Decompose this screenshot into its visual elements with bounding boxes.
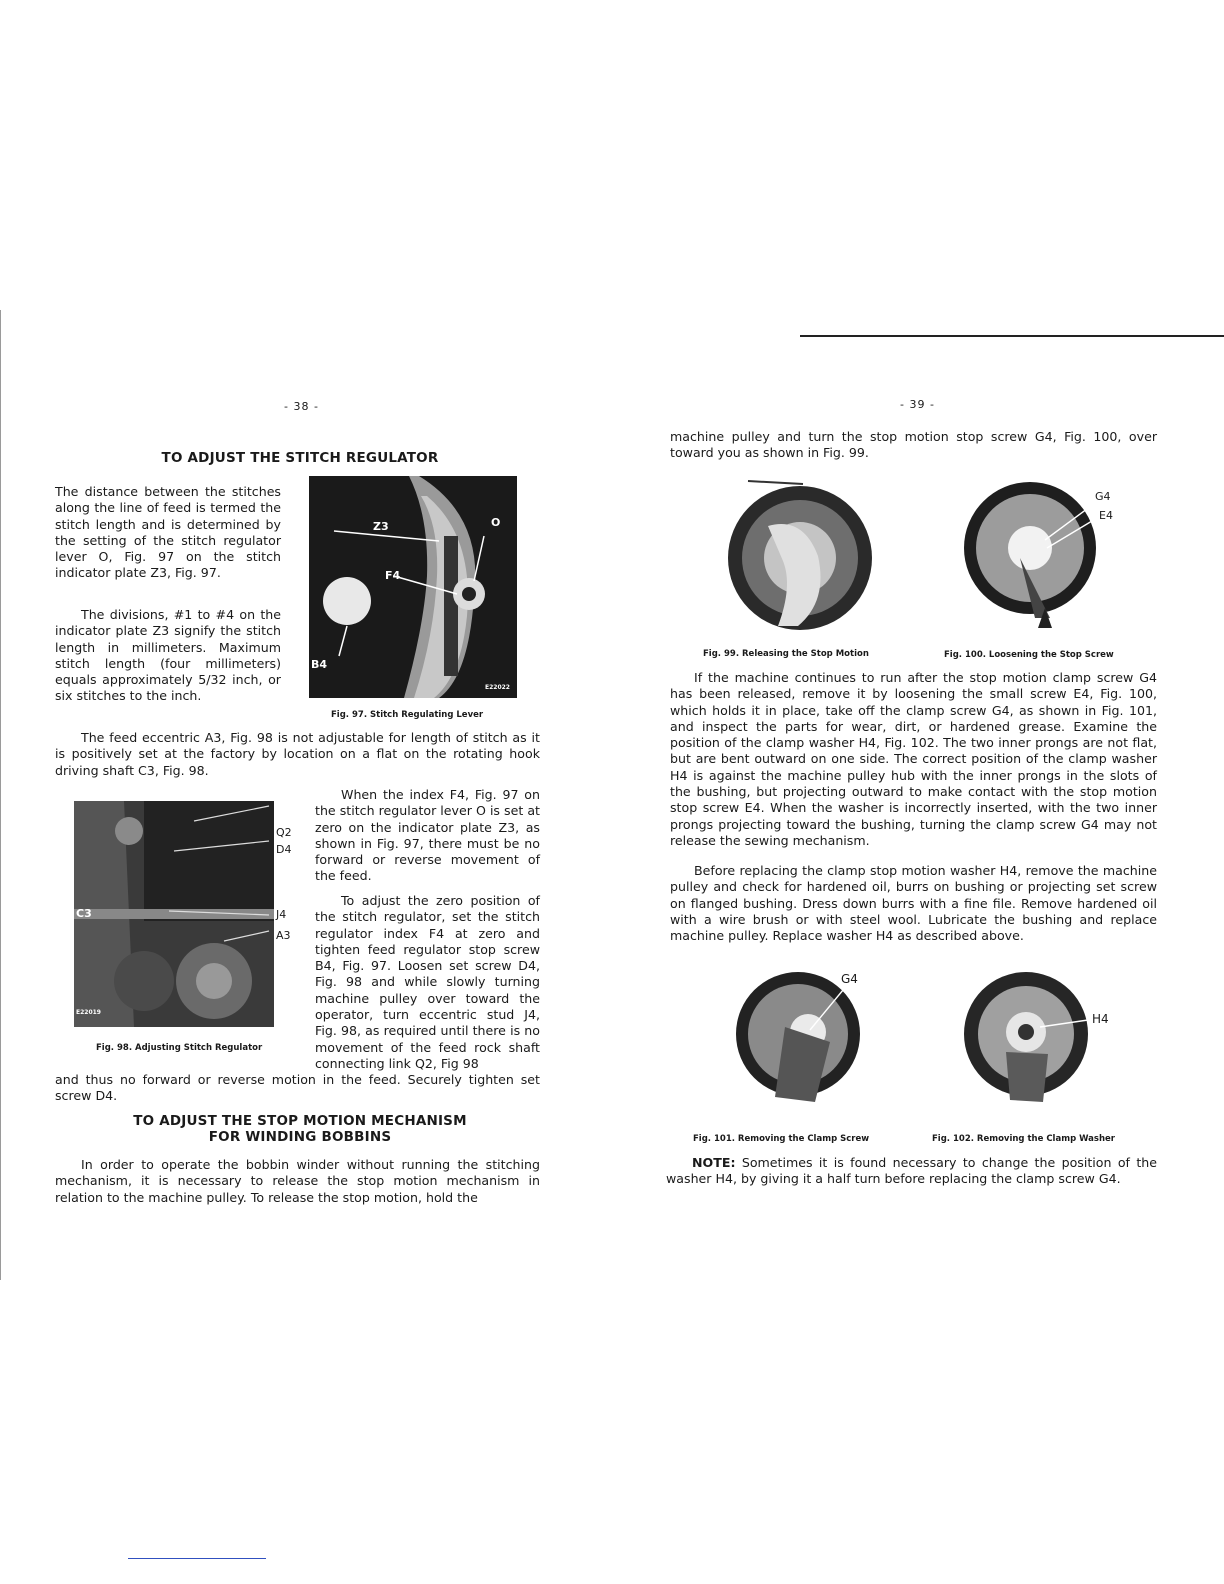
left-para-stitch-length: The distance between the stitches along the line of feed is termed the stitch length and is determined by the setting of the stitch regulator lever O, Fig. 97 on the stitch indicator plate Z3, Fig. 97. [55, 484, 281, 581]
note-label: NOTE: [692, 1155, 736, 1170]
fig98-label-a3: A3 [276, 929, 291, 942]
left-para-zero-position-cont: and thus no forward or reverse motion in the feed. Securely tighten set screw D4. [55, 1072, 540, 1104]
left-para-feed-eccentric: The feed eccentric A3, Fig. 98 is not adjustable for length of stitch as it is positively set at the factory by location on a flat on the rotating hook driving shaft C3, Fig. 98. [55, 730, 540, 778]
left-para-index-zero: When the index F4, Fig. 97 on the stitch regulator lever O is set at zero on the indicator plate Z3, as shown in Fig. 97, there must be no forward or reverse movement of the feed. [315, 787, 540, 884]
right-page-number: - 39 - [900, 398, 935, 411]
fig98-label-c3: C3 [76, 907, 92, 920]
fig98-photo [74, 801, 274, 1027]
left-section-heading: TO ADJUST THE STITCH REGULATOR [161, 450, 439, 466]
fig98-label-d4: D4 [276, 843, 292, 856]
left-page-number: - 38 - [284, 400, 319, 413]
fig98-label-j4: J4 [276, 908, 287, 921]
fig99-caption: Fig. 99. Releasing the Stop Motion [703, 649, 869, 659]
bottom-rule [128, 1558, 266, 1559]
fig97-label-f4: F4 [385, 569, 401, 582]
right-para-pulley: machine pulley and turn the stop motion stop screw G4, Fig. 100, over toward you as shown in Fig. 99. [670, 429, 1157, 461]
fig102-photo [948, 972, 1123, 1112]
right-para-note [666, 1155, 1157, 1188]
left-para-zero-position: To adjust the zero position of the stitch regulator, set the stitch regulator index F4 at zero and tighten feed regulator stop screw B4, Fig. 97. Loosen set screw D4, Fig. 98 and while slowly turning machine pulley over toward the operator, turn eccentric stud J4, Fig. 98, as required until there is no movement of the feed rock shaft connecting link Q2, Fig 98 [315, 893, 540, 1071]
fig97-caption: Fig. 97. Stitch Regulating Lever [331, 710, 484, 720]
fig97-label-b4: B4 [311, 658, 328, 671]
left-para-bobbin-winder: In order to operate the bobbin winder without running the stitching mechanism, it is necessary to release the stop motion mechanism in relation to the machine pulley. To release the stop motion, hold the [55, 1157, 540, 1205]
fig101-label-g4: G4 [841, 972, 858, 986]
fig100-photo [955, 478, 1115, 636]
fig98-label-q2: Q2 [276, 826, 292, 839]
left-section-heading-2a: TO ADJUST THE STOP MOTION MECHANISM [133, 1113, 467, 1129]
fig97-photo-code: E22022 [485, 684, 510, 691]
fig100-caption: Fig. 100. Loosening the Stop Screw [944, 650, 1114, 660]
fig101-photo [720, 972, 890, 1112]
fig98-caption: Fig. 98. Adjusting Stitch Regulator [96, 1043, 263, 1053]
fig102-label-h4: H4 [1092, 1012, 1109, 1026]
fig101-caption: Fig. 101. Removing the Clamp Screw [693, 1134, 870, 1144]
fig100-label-e4: E4 [1099, 509, 1113, 522]
fig100-label-g4: G4 [1095, 490, 1111, 503]
right-para-replace-washer: Before replacing the clamp stop motion washer H4, remove the machine pulley and check for hardened oil, burrs on bushing or projecting set screw on flanged bushing. Dress down burrs with a fine file. Remove hardened oil with a wire brush or with steel wool. Lubricate the bushing and replace machine pulley. Replace washer H4 as described above. [670, 863, 1157, 944]
left-page-edge [0, 310, 1, 1280]
right-page-top-rule [800, 335, 1224, 337]
left-para-divisions: The divisions, #1 to #4 on the indicator plate Z3 signify the stitch length in millimeters. Maximum stitch length (four millimeters) equals approximately 5/32 inch, or six stitches to the inch. [55, 607, 281, 704]
fig97-label-o: O [491, 516, 501, 529]
fig97-label-z3: Z3 [373, 520, 389, 533]
right-para-clamp-screw: If the machine continues to run after the stop motion clamp screw G4 has been released, remove it by loosening the small screw E4, Fig. 100, which holds it in place, take off the clamp screw G4, as shown in Fig. 101, and inspect the parts for wear, dirt, or hardened grease. Examine the position of the clamp washer H4, Fig. 102. The two inner prongs are not flat, but are bent outward on one side. The correct position of the clamp washer H4 is against the machine pulley hub with the inner prongs in the slots of the bushing, but projecting outward to make contact with the stop motion stop screw E4. When the washer is incorrectly inserted, with the two inner prongs projecting toward the bushing, turning the clamp screw G4 may not release the sewing mechanism. [670, 670, 1157, 848]
fig98-photo-code: E22019 [76, 1009, 101, 1016]
fig102-caption: Fig. 102. Removing the Clamp Washer [932, 1134, 1115, 1144]
note-text: Sometimes it is found necessary to change the position of the washer H4, by giving it a half turn before replacing the clamp screw G4. [666, 1155, 1157, 1187]
fig99-photo [708, 476, 888, 636]
fig97-photo [309, 476, 517, 698]
left-section-heading-2b: FOR WINDING BOBBINS [208, 1129, 392, 1145]
